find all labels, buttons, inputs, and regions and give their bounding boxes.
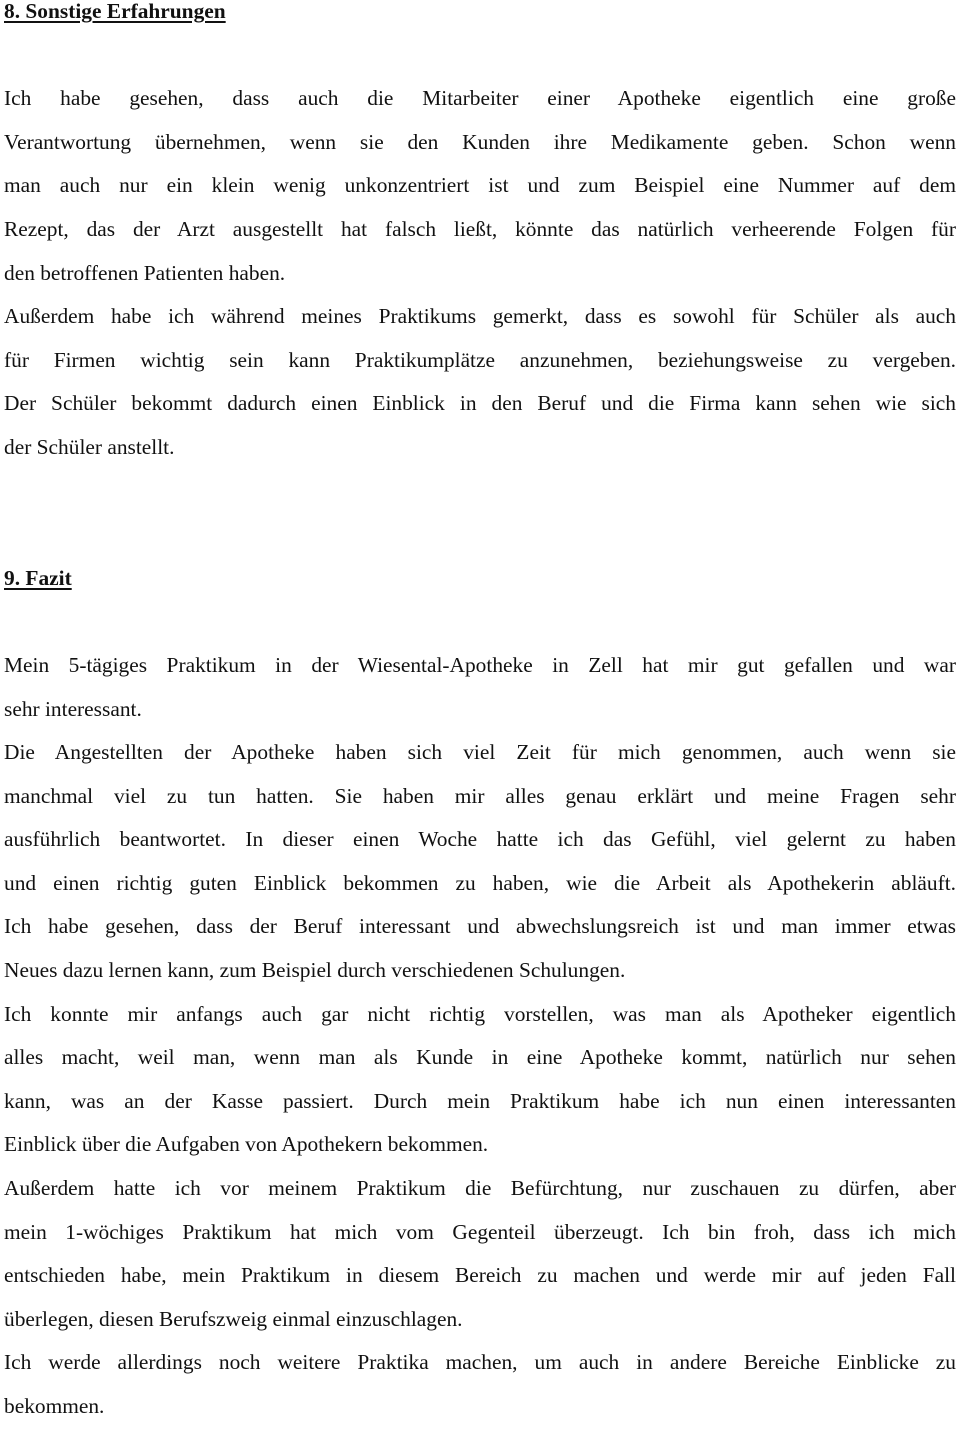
paragraph [4, 1167, 956, 1341]
paragraph [4, 644, 956, 731]
paragraph-line: Ich habe gesehen, dass der Beruf interessant und abwechslungsreich ist und man immer etwas [4, 914, 956, 939]
document-page [4, 0, 956, 1429]
spacer [4, 513, 956, 557]
paragraph [4, 993, 956, 1167]
paragraph-line: man auch nur ein klein wenig unkonzentriert ist und zum Beispiel eine Nummer auf dem [4, 173, 956, 198]
paragraph-line: Mein 5-tägiges Praktikum in der Wiesental-Apotheke in Zell hat mir gut gefallen und war [4, 652, 956, 677]
section-1 [4, 0, 956, 557]
paragraph-line: kann, was an der Kasse passiert. Durch mein Praktikum habe ich nun einen interessanten [4, 1088, 956, 1113]
paragraph-line: Neues dazu lernen kann, zum Beispiel durch verschiedenen Schulungen. [4, 958, 626, 983]
paragraph-line: für Firmen wichtig sein kann Praktikumplätze anzunehmen, beziehungsweise zu vergeben. [4, 347, 956, 372]
paragraph-line: Außerdem hatte ich vor meinem Praktikum die Befürchtung, nur zuschauen zu dürfen, aber [4, 1176, 956, 1201]
paragraph-line: ausführlich beantwortet. In dieser einen Woche hatte ich das Gefühl, viel gelernt zu haben [4, 827, 956, 852]
paragraph-line: entschieden habe, mein Praktikum in diesem Bereich zu machen und werde mir auf jeden Fall [4, 1263, 956, 1288]
section-2 [4, 557, 956, 1429]
spacer [4, 600, 956, 644]
paragraph-line: Die Angestellten der Apotheke haben sich viel Zeit für mich genommen, auch wenn sie [4, 740, 956, 765]
paragraph-line: Ich werde allerdings noch weitere Praktika machen, um auch in andere Bereiche Einblicke zu [4, 1350, 956, 1375]
paragraph-line: mein 1-wöchiges Praktikum hat mich vom Gegenteil überzeugt. Ich bin froh, dass ich mich [4, 1219, 956, 1244]
paragraph-line: Einblick über die Aufgaben von Apothekern bekommen. [4, 1132, 489, 1157]
paragraph [4, 731, 956, 993]
section-heading: 8. Sonstige Erfahrungen [4, 0, 226, 23]
paragraph-line: Ich konnte mir anfangs auch gar nicht richtig vorstellen, was man als Apotheker eigentlich [4, 1001, 956, 1026]
paragraph-line: den betroffenen Patienten haben. [4, 260, 286, 285]
paragraph-line: Der Schüler bekommt dadurch einen Einblick in den Beruf und die Firma kann sehen wie sich [4, 391, 956, 416]
paragraph-line: alles macht, weil man, wenn man als Kunde in eine Apotheke kommt, natürlich nur sehen [4, 1045, 956, 1070]
spacer [4, 470, 956, 514]
paragraph [4, 77, 956, 295]
paragraph-line: Ich habe gesehen, dass auch die Mitarbeiter einer Apotheke eigentlich eine große [4, 86, 956, 111]
section-heading: 9. Fazit [4, 565, 72, 590]
paragraph-line: und einen richtig guten Einblick bekommen zu haben, wie die Arbeit als Apothekerin abläuft. [4, 870, 956, 895]
paragraph [4, 1341, 956, 1428]
paragraph-line: Außerdem habe ich während meines Praktikums gemerkt, dass es sowohl für Schüler als auch [4, 304, 956, 329]
spacer [4, 34, 956, 78]
paragraph [4, 295, 956, 469]
paragraph-line: sehr interessant. [4, 696, 142, 721]
paragraph-line: Verantwortung übernehmen, wenn sie den Kunden ihre Medikamente geben. Schon wenn [4, 129, 956, 154]
paragraph-line: der Schüler anstellt. [4, 434, 175, 459]
paragraph-line: manchmal viel zu tun hatten. Sie haben mir alles genau erklärt und meine Fragen sehr [4, 783, 956, 808]
paragraph-line: Rezept, das der Arzt ausgestellt hat falsch ließt, könnte das natürlich verheerende Folgen für [4, 216, 956, 241]
paragraph-line: bekommen. [4, 1394, 105, 1418]
paragraph-line: überlegen, diesen Berufszweig einmal einzuschlagen. [4, 1306, 463, 1331]
